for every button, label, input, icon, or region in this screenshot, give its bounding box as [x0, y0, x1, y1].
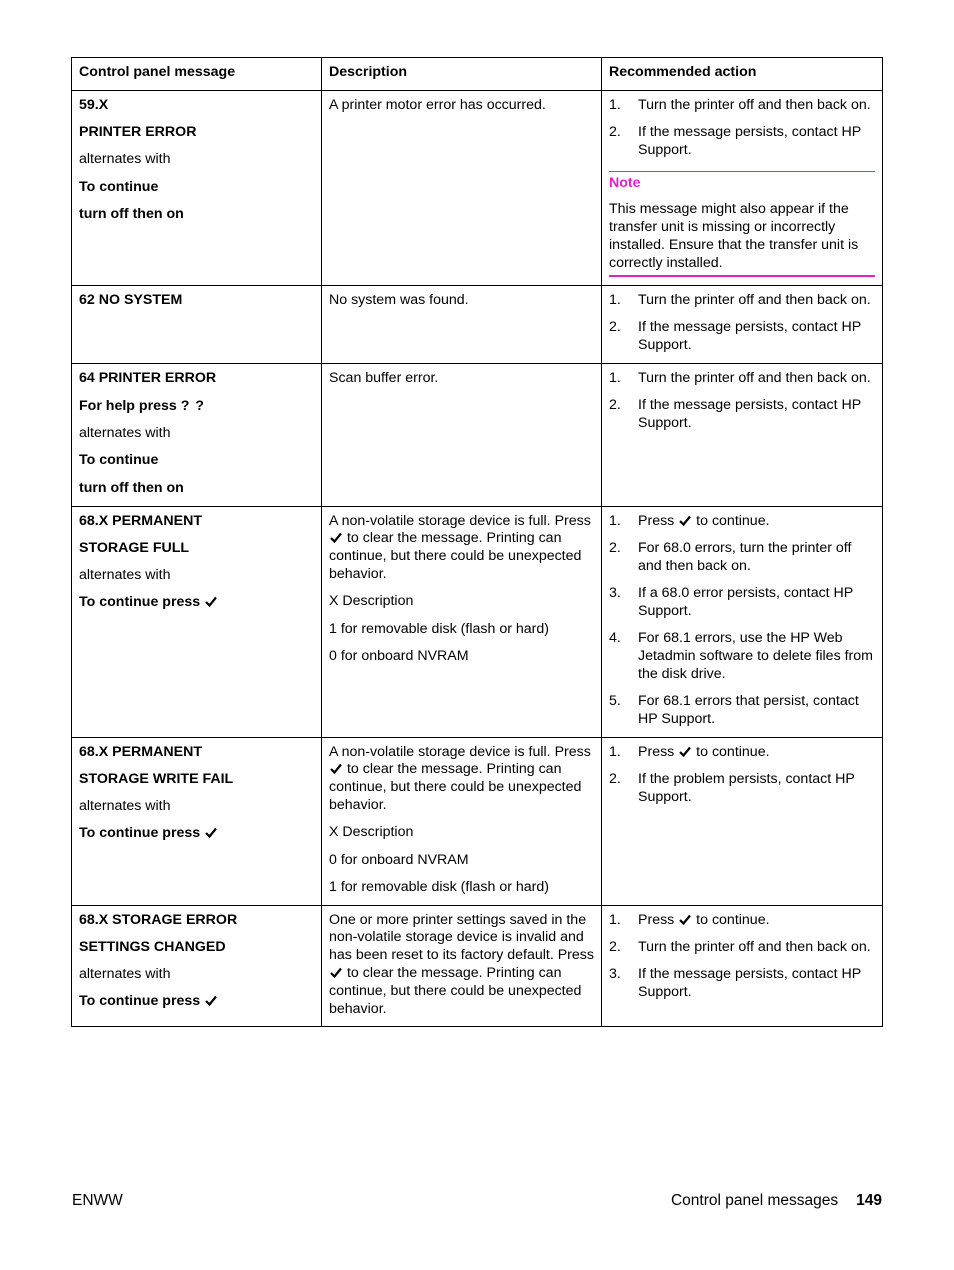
message-alternates: alternates with: [79, 151, 171, 168]
table-row: [72, 90, 883, 285]
help-icon: ?: [195, 396, 204, 413]
action-list: [609, 912, 875, 1002]
checkmark-icon: [679, 746, 691, 757]
message-text: For help press ? ?: [79, 396, 204, 414]
header-control-panel-message: Control panel message: [72, 58, 322, 91]
description-text: A non-volatile storage device is full. Press to clear the message. Printing can continue, but there could be unexpected behavior.: [329, 512, 591, 582]
action-list: [609, 744, 875, 807]
description-cell: [322, 737, 602, 905]
message-alternates: alternates with: [79, 966, 171, 983]
message-text: To continue press: [79, 993, 314, 1011]
description-text: 0 for onboard NVRAM: [329, 647, 469, 664]
message-text: To continue: [79, 178, 159, 195]
action-cell: [602, 363, 883, 506]
message-alternates: alternates with: [79, 425, 171, 442]
message-text: STORAGE FULL: [79, 539, 190, 556]
description-cell: [322, 90, 602, 285]
message-code: 59.X: [79, 96, 109, 113]
message-code: 62 NO SYSTEM: [79, 291, 183, 308]
action-cell: [602, 285, 883, 363]
action-cell: [602, 506, 883, 737]
message-cell: [72, 506, 322, 737]
table-row: [72, 285, 883, 363]
description-text: One or more printer settings saved in the non-volatile storage device is invalid and has been reset to its factory default. Press to clear the message. Printing can continue, but there could be unexpected behavior.: [329, 911, 594, 1017]
checkmark-icon: [679, 515, 691, 526]
action-cell: [602, 905, 883, 1027]
message-text: To continue press: [79, 825, 314, 843]
description-text: Scan buffer error.: [329, 369, 439, 386]
action-step: 2. If the message persists, contact HP Support.: [609, 124, 861, 158]
message-cell: [72, 90, 322, 285]
control-panel-messages-table: [71, 57, 883, 1027]
checkmark-icon: [330, 763, 342, 774]
footer-right: [671, 1192, 882, 1210]
checkmark-icon: [205, 596, 217, 607]
page-number: 149: [856, 1192, 882, 1209]
note-title: Note: [609, 174, 641, 191]
action-list: [609, 97, 875, 160]
description-text: A printer motor error has occurred.: [329, 96, 546, 113]
footer-left-label: ENWW: [72, 1192, 123, 1209]
table-row: [72, 506, 883, 737]
action-cell: [602, 737, 883, 905]
checkmark-icon: [205, 827, 217, 838]
table-header-row: [72, 58, 883, 91]
description-cell: [322, 506, 602, 737]
header-description: Description: [322, 58, 602, 91]
action-step: 1. Turn the printer off and then back on.: [609, 96, 871, 113]
action-cell: [602, 90, 883, 285]
action-step: 2. For 68.0 errors, turn the printer off and then back on.: [609, 539, 852, 574]
table-row: [72, 737, 883, 905]
message-alternates: alternates with: [79, 798, 171, 815]
message-cell: [72, 363, 322, 506]
message-code: 68.X STORAGE ERROR: [79, 911, 238, 928]
message-text: SETTINGS CHANGED: [79, 938, 226, 955]
description-cell: [322, 285, 602, 363]
checkmark-icon: [330, 532, 342, 543]
message-code: 68.X PERMANENT: [79, 743, 202, 760]
footer-section-title: Control panel messages: [670, 1192, 839, 1209]
description-text: No system was found.: [329, 291, 469, 308]
checkmark-icon: [330, 967, 342, 978]
message-text: To continue press: [79, 594, 314, 612]
message-text: turn off then on: [79, 205, 184, 222]
message-code: 68.X PERMANENT: [79, 512, 202, 529]
message-code: 64 PRINTER ERROR: [79, 369, 217, 386]
action-list: [609, 292, 875, 355]
action-step: 5. For 68.1 errors that persist, contact HP Support.: [609, 692, 859, 727]
description-cell: [322, 363, 602, 506]
action-step: 3. If a 68.0 error persists, contact HP Support.: [609, 584, 854, 619]
description-cell: [322, 905, 602, 1027]
message-text: To continue: [79, 452, 159, 469]
action-step: 2. If the message persists, contact HP Support.: [609, 396, 861, 431]
table-row: [72, 905, 883, 1027]
description-text: 0 for onboard NVRAM: [329, 851, 469, 868]
checkmark-icon: [679, 914, 691, 925]
description-text: X Description: [329, 593, 414, 610]
description-text: 1 for removable disk (flash or hard): [329, 878, 549, 895]
message-alternates: alternates with: [79, 567, 171, 584]
description-text: 1 for removable disk (flash or hard): [329, 620, 549, 637]
message-text: turn off then on: [79, 479, 184, 496]
message-cell: [72, 905, 322, 1027]
action-step: 2. If the message persists, contact HP Support.: [609, 318, 861, 353]
action-step: 1. Press to continue.: [609, 743, 770, 760]
action-step: 2. If the problem persists, contact HP Support.: [609, 770, 855, 805]
action-step: 4. For 68.1 errors, use the HP Web Jetadmin software to delete files from the disk drive.: [609, 630, 873, 682]
message-cell: [72, 737, 322, 905]
message-text: PRINTER ERROR: [79, 124, 197, 141]
action-step: 3. If the message persists, contact HP Support.: [609, 966, 861, 1000]
action-step: 1. Press to continue.: [609, 911, 770, 928]
note-box: [609, 171, 875, 277]
header-recommended-action: Recommended action: [602, 58, 883, 91]
action-step: 1. Press to continue.: [609, 512, 770, 529]
description-text: X Description: [329, 824, 414, 841]
message-text: STORAGE WRITE FAIL: [79, 770, 234, 787]
table-row: [72, 363, 883, 506]
checkmark-icon: [205, 995, 217, 1006]
description-text: A non-volatile storage device is full. Press to clear the message. Printing can continue, but there could be unexpected behavior.: [329, 743, 591, 813]
action-step: 1. Turn the printer off and then back on.: [609, 369, 871, 386]
action-list: [609, 513, 875, 729]
message-cell: [72, 285, 322, 363]
action-step: 2. Turn the printer off and then back on.: [609, 938, 871, 955]
action-step: 1. Turn the printer off and then back on.: [609, 291, 871, 308]
action-list: [609, 370, 875, 433]
note-text: This message might also appear if the transfer unit is missing or incorrectly installed. Ensure that the transfer unit is correctly installed.: [609, 201, 859, 271]
